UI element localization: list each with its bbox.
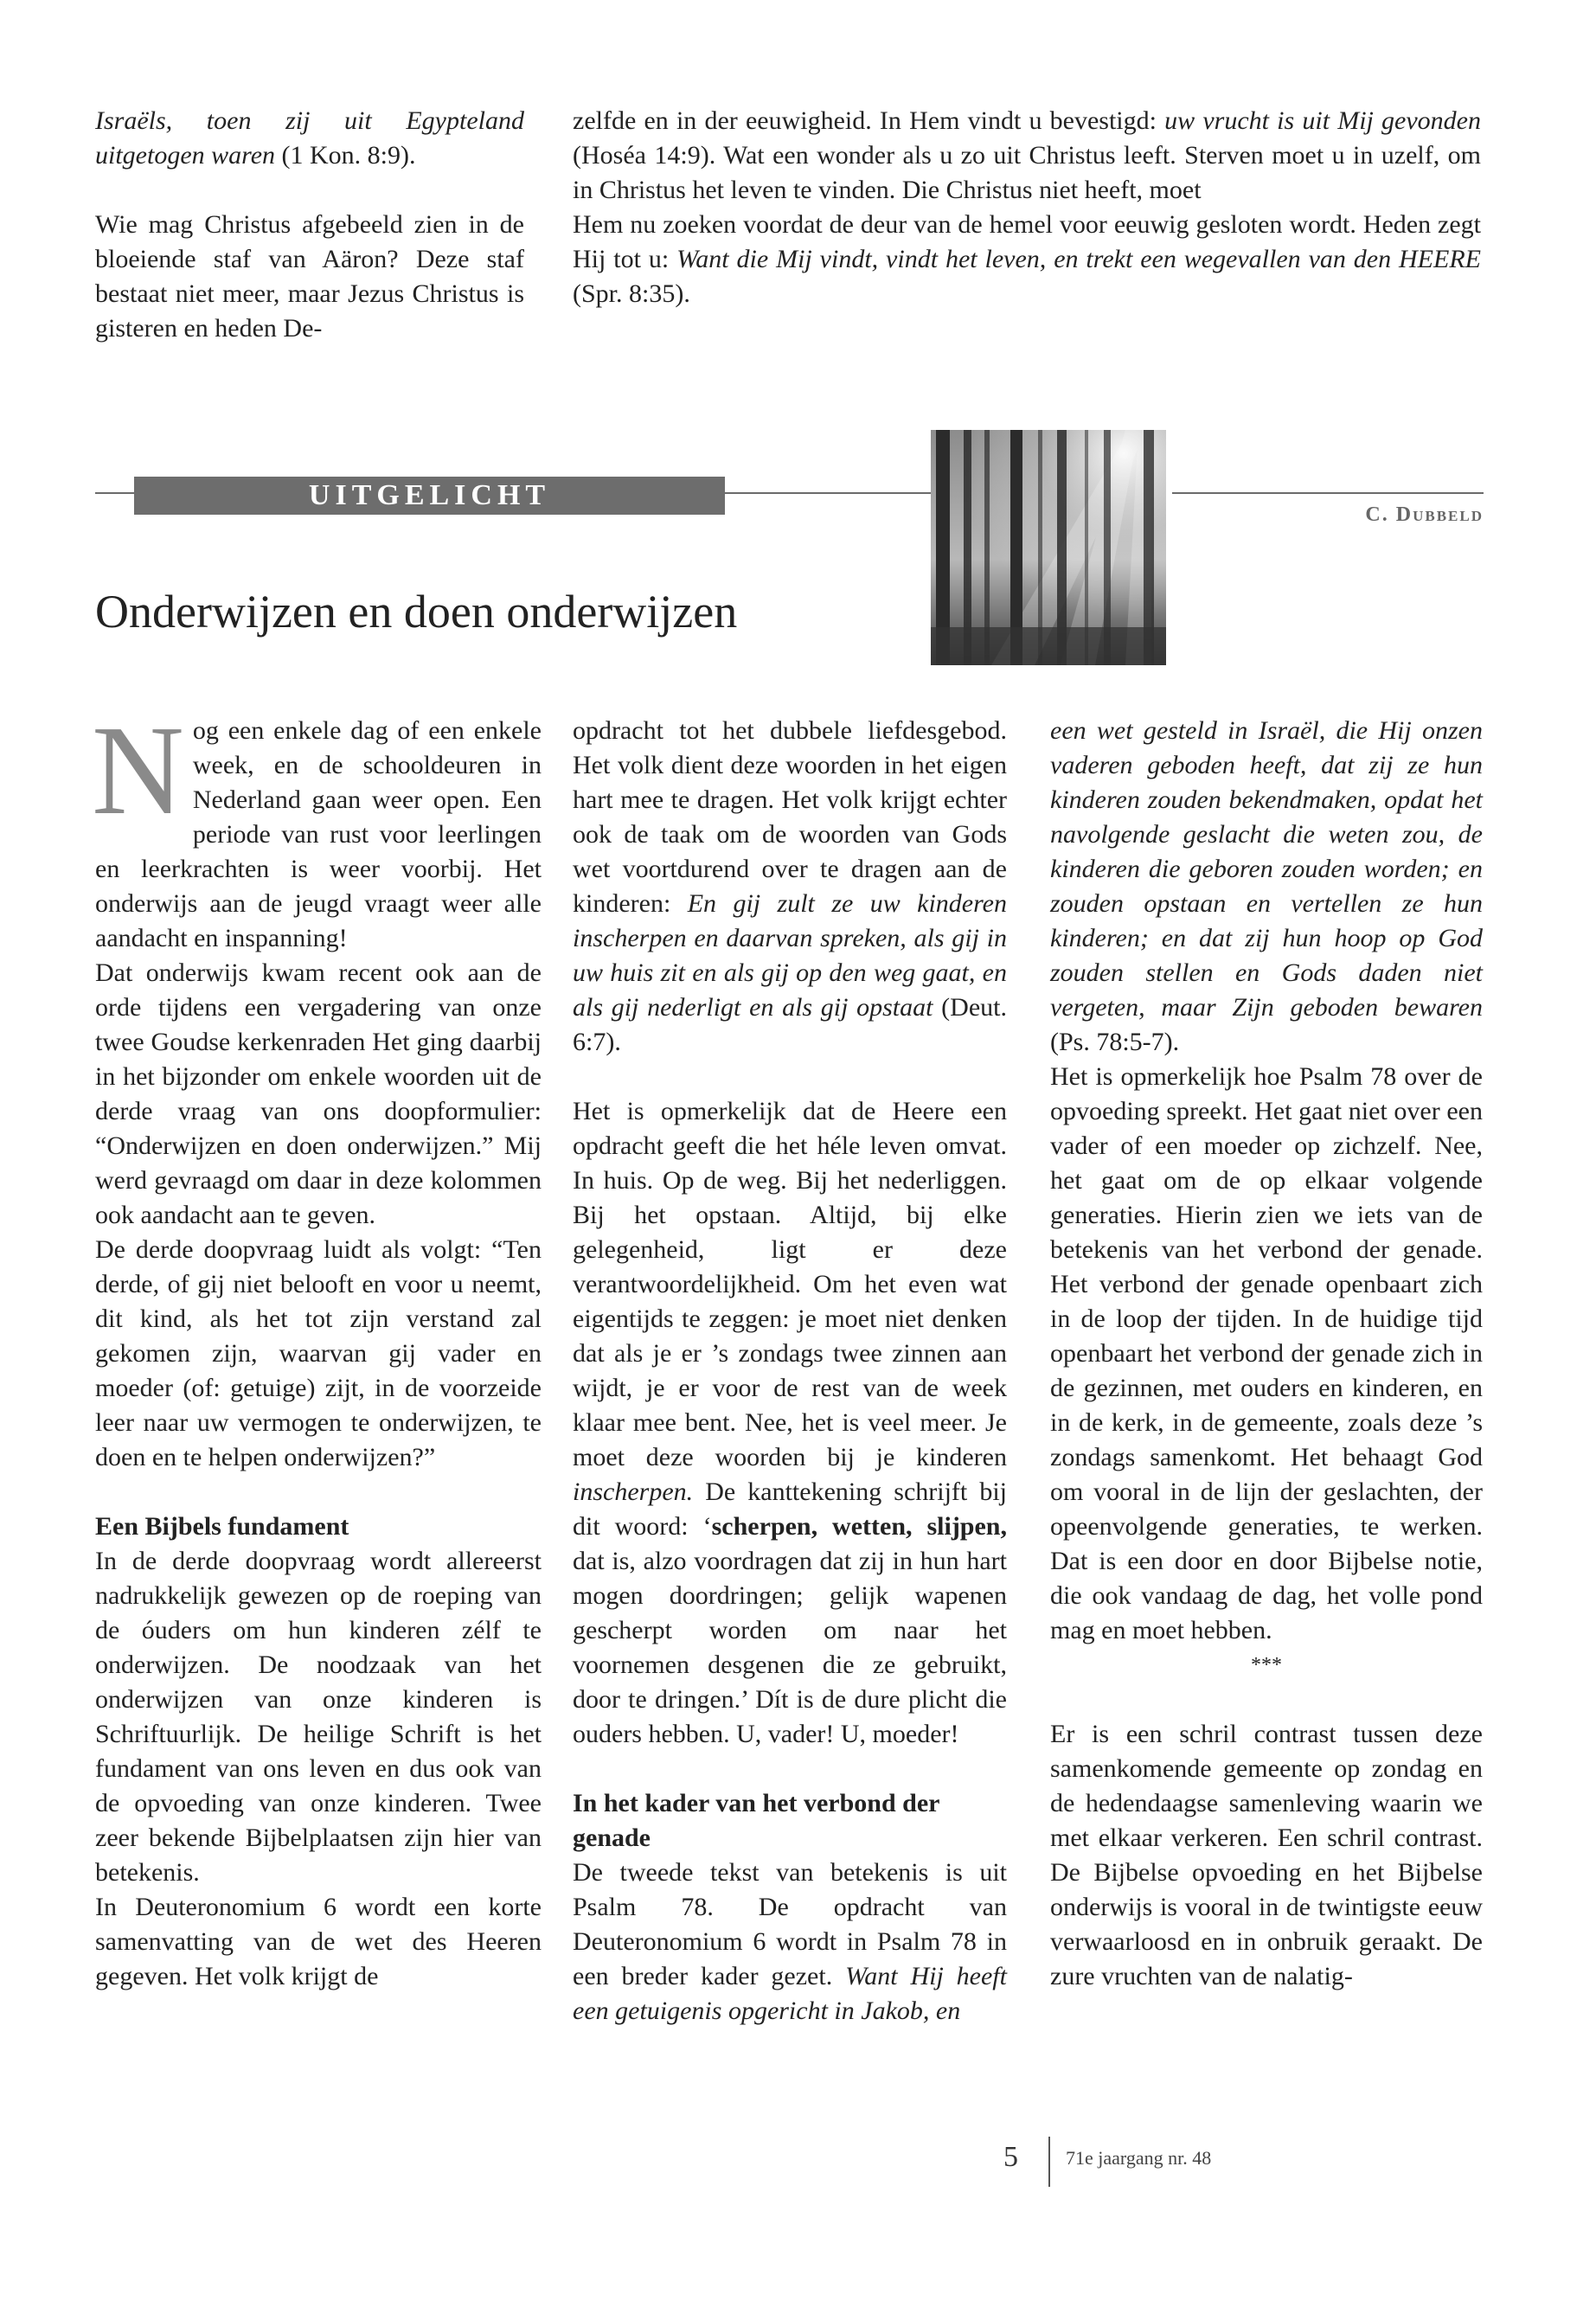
scripture-quote: een wet gesteld in Israël, die Hij onzen vaderen geboden heeft, dat zij ze hun kinderen zouden bekendmaken, opdat het navolgende geslacht die weten zou, de kinderen die geboren zouden worden; en zouden opstaan en vertellen ze hun kinderen; en dat zij hun hoop op God zouden stellen en Gods daden niet vergeten, maar Zijn geboden bewaren [1050,716,1483,1022]
paragraph: In de derde doopvraag wordt allereerst nadrukkelijk gewezen op de roeping van de óuders om hun kinderen zélf te onderwijzen. De noodzaak van het onderwijzen van onze kinderen is Schriftuurlijk. De heilige Schrift is het fundament van ons leven en dus ook van de opvoeding van onze kinderen. Twee zeer bekende Bijbelplaatsen zijn hier van betekenis. [95,1547,542,1887]
paragraph: Wie mag Christus afgebeeld zien in de bloeiende staf van Aäron? Deze staf bestaat niet meer, maar Jezus Christus is gisteren en heden De- [95,210,524,343]
paragraph: De tweede tekst van betekenis is uit Psalm 78. De opdracht van Deuteronomium 6 wordt in Psalm 78 in een breder kader gezet. Want Hij heeft een getuigenis opgericht in Jakob, en [573,1858,1007,2025]
issue-info: 71e jaargang nr. 48 [1066,2147,1212,2169]
scripture-quote: En gij zult ze uw kinderen inscherpen en daarvan spreken, als gij in uw huis zit en als gij op den weg gaat, en als gij nederligt en als gij opstaat [573,889,1007,1022]
paragraph: opdracht tot het dubbele liefdesgebod. Het volk dient deze woorden in het eigen hart mee te dragen. Het volk krijgt echter ook de taak om de woorden van Gods wet voortdurend over te dragen aan de kinderen: En gij zult ze uw kinderen inscherpen en daarvan spreken, als gij in uw huis zit en als gij op den weg gaat, en als gij nederligt en als gij opstaat (Deut. 6:7). [573,716,1007,1056]
paragraph: Dat onderwijs kwam recent ook aan de orde tijdens een vergadering van onze twee Goudse kerkenraden Het ging daarbij in het bijzonder om enkele woorden uit de derde vraag van ons doopformulier: “Onderwijzen en doen onderwijzen.” Mij werd gevraagd om daar in deze kolommen ook aandacht aan te geven. [95,958,542,1229]
article-column-1 [92,700,542,1994]
scripture-quote: Want Hij heeft een getuigenis opgericht in Jakob, en [573,1962,1007,2025]
scripture-quote: uw vrucht is uit Mij gevonden [1164,106,1481,135]
reference: (1 Kon. 8:9). [275,141,416,170]
article-column-3 [1050,714,1483,1994]
paragraph: De derde doopvraag luidt als volgt: “Ten derde, of gij niet belooft en voor u neemt, dit kind, als het tot zijn verstand zal gekomen zijn, waarvan gij vader en moeder (of: getuige) zijt, in de voorzeide leer naar uw vermogen te onderwijzen, te doen en te helpen onderwijzen?” [95,1235,542,1471]
previous-article-right-column [573,104,1481,311]
paragraph [95,104,524,173]
scripture-quote: Want die Mij vindt, vindt het leven, en trekt een wegevallen van den HEERE [676,245,1481,273]
drop-cap: N [92,700,184,842]
emphasis: scherpen, wetten, slijpen, [711,1512,1007,1541]
paragraph: zelfde en in der eeuwigheid. In Hem vindt u bevestigd: uw vrucht is uit Mij gevonden (Hoséa 14:9). Wat een wonder als u zo uit Christus leeft. Sterven moet u in uzelf, om in Christus het leven te vinden. Die Christus niet heeft, moet [573,106,1481,204]
header-rule-right [1172,492,1484,494]
forest-photo-image [931,430,1166,665]
paragraph: In Deuteronomium 6 wordt een korte samenvatting van de wet des Heeren gegeven. Het volk krijgt de [95,1893,542,1990]
page-number: 5 [1003,2141,1018,2173]
section-separator: *** [1251,1654,1282,1676]
paragraph: een wet gesteld in Israël, die Hij onzen vaderen geboden heeft, dat zij ze hun kinderen zouden bekendmaken, opdat het navolgende geslacht die weten zou, de kinderen die geboren zouden worden; en zouden opstaan en vertellen ze hun kinderen; en dat zij hun hoop op God zouden stellen en Gods daden niet vergeten, maar Zijn geboden bewaren (Ps. 78:5-7). [1050,716,1483,1056]
paragraph: Er is een schril contrast tussen deze samenkomende gemeente op zondag en de hedendaagse samenleving waarin we met elkaar verkeren. Een schril contrast. De Bijbelse opvoeding en het Bijbelse onderwijs is vooral in de twintigste eeuw verwaarloosd en in onbruik geraakt. De zure vruchten van de nalatig- [1050,1720,1483,1990]
article-title: Onderwijzen en doen onderwijzen [95,586,738,638]
article-column-2 [573,714,1007,2029]
previous-article-left-column [95,104,524,346]
section-label: UITGELICHT [134,477,725,515]
footer-divider [1048,2137,1050,2187]
paragraph: Het is opmerkelijk hoe Psalm 78 over de opvoeding spreekt. Het gaat niet over een vader of een moeder op zichzelf. Nee, het gaat om de op elkaar volgende generaties. Hierin zien we iets van de betekenis van het verbond der genade. Het verbond der genade openbaart zich in de loop der tijden. In de huidige tijd openbaart het verbond der genade zich in de gezinnen, met ouders en kinderen, en in de kerk, in de gemeente, zoals deze ’s zondags samenkomt. Het behaagt God om vooral in de lijn der geslachten, der opeenvolgende generaties, te werken. Dat is een door en door Bijbelse notie, die ook vandaag de dag, het volle pond mag en moet hebben. [1050,1062,1483,1644]
paragraph: Het is opmerkelijk dat de Heere een opdracht geeft die het héle leven omvat. In huis. Op de weg. Bij het nederliggen. Bij het opstaan. Altijd, bij elke gelegenheid, ligt er deze verantwoordelijkheid. Om het even wat eigentijds te zeggen: je moet niet denken dat als je er ’s zondags twee zinnen aan wijdt, je er voor de rest van de week klaar mee bent. Nee, het is veel meer. Je moet deze woorden bij je kinderen inscherpen. De kanttekening schrijft bij dit woord: ‘scherpen, wetten, slijpen, dat is, alzo voordragen dat zij in hun hart mogen doordringen; gelijk wapenen gescherpt worden om naar het voornemen desgenen die ze gebruikt, door te dringen.’ Dít is de dure plicht die ouders hebben. U, vader! U, moeder! [573,1097,1007,1748]
opening-paragraph [92,700,542,956]
paragraph: og een enkele dag of een enkele week, en de schooldeuren in Nederland gaan weer open. Een periode van rust voor leerlingen en leerkrachten is weer voorbij. Het onderwijs aan de jeugd vraagt weer alle aandacht en inspanning! [95,716,542,952]
scripture-quote: Israëls, toen zij uit Egypteland uitgetogen waren [95,106,524,170]
paragraph: Hem nu zoeken voordat de deur van de hemel voor eeuwig gesloten wordt. Heden zegt Hij tot u: Want die Mij vindt, vindt het leven, en trekt een wegevallen van den HEERE (Spr. 8:35). [573,210,1481,308]
subheading: In het kader van het verbond der genade [573,1789,939,1852]
subheading: Een Bijbels fundament [95,1512,349,1541]
author-name: C. Dubbeld [1365,503,1484,526]
